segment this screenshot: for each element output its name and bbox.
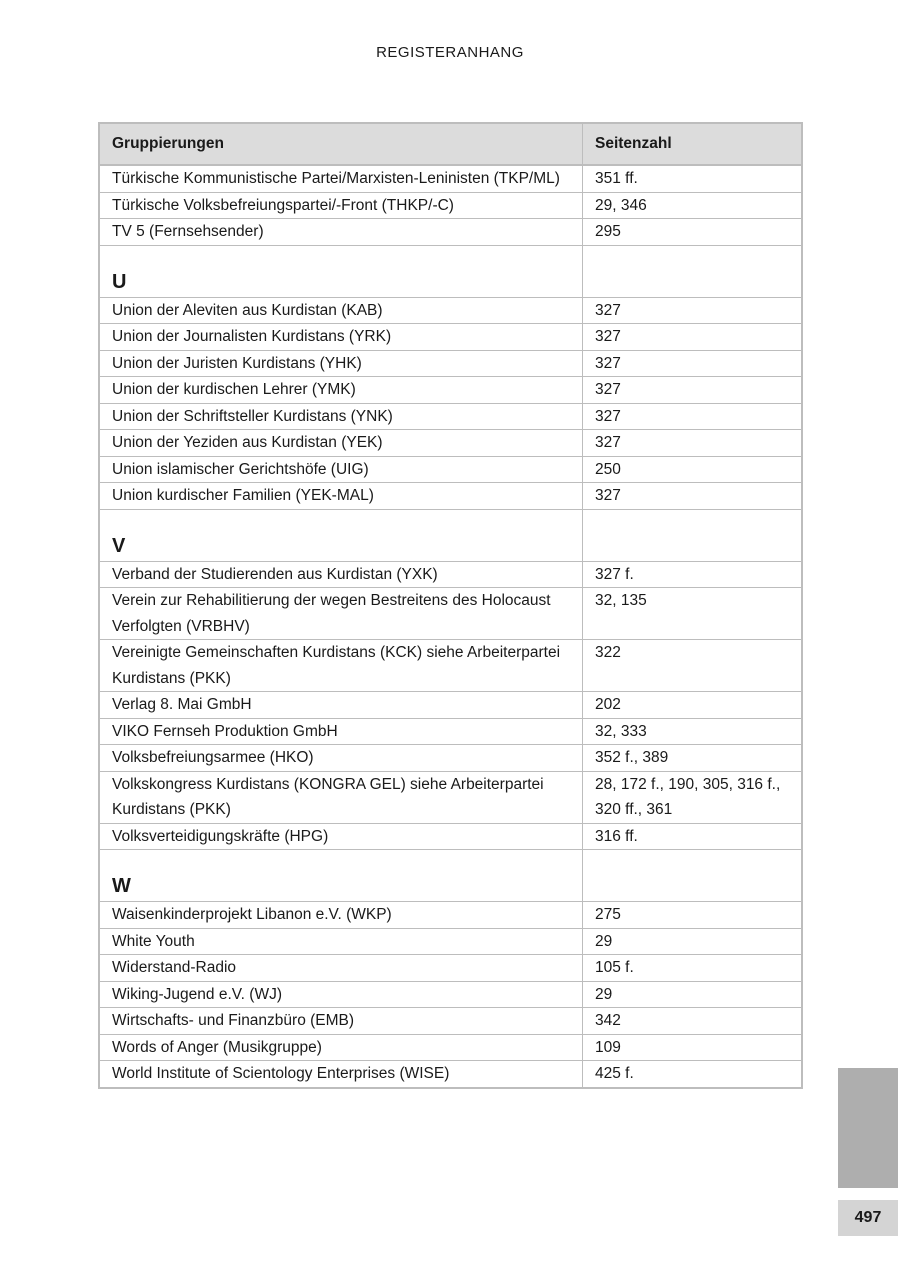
section-letter-row bbox=[99, 245, 802, 297]
page-references: 295 bbox=[583, 219, 803, 246]
group-name: White Youth bbox=[99, 928, 583, 955]
group-name: Vereinigte Gemeinschaften Kurdistans (KCK) siehe Arbeiterpartei Kurdistans (PKK) bbox=[99, 640, 583, 692]
empty-cell bbox=[583, 245, 803, 297]
table-row bbox=[99, 403, 802, 430]
section-letter: V bbox=[99, 509, 583, 561]
group-name: TV 5 (Fernsehsender) bbox=[99, 219, 583, 246]
group-name: Union der Journalisten Kurdistans (YRK) bbox=[99, 324, 583, 351]
section-letter: W bbox=[99, 850, 583, 902]
page-references: 275 bbox=[583, 902, 803, 929]
group-name: Waisenkinderprojekt Libanon e.V. (WKP) bbox=[99, 902, 583, 929]
table-row bbox=[99, 692, 802, 719]
page-references: 316 ff. bbox=[583, 823, 803, 850]
table-row bbox=[99, 377, 802, 404]
page-references: 327 bbox=[583, 430, 803, 457]
table-row bbox=[99, 324, 802, 351]
group-name: VIKO Fernseh Produktion GmbH bbox=[99, 718, 583, 745]
table-row bbox=[99, 1034, 802, 1061]
group-name: Union islamischer Gerichtshöfe (UIG) bbox=[99, 456, 583, 483]
page-references: 327 bbox=[583, 350, 803, 377]
page-number: 497 bbox=[838, 1200, 898, 1236]
page-references: 327 bbox=[583, 297, 803, 324]
group-name: Wiking-Jugend e.V. (WJ) bbox=[99, 981, 583, 1008]
table-row bbox=[99, 297, 802, 324]
page-references: 109 bbox=[583, 1034, 803, 1061]
table-row bbox=[99, 745, 802, 772]
table-row bbox=[99, 561, 802, 588]
section-letter-row bbox=[99, 850, 802, 902]
group-name: World Institute of Scientology Enterprises (WISE) bbox=[99, 1061, 583, 1088]
table-row bbox=[99, 640, 802, 692]
running-head: REGISTERANHANG bbox=[376, 44, 524, 61]
page-references: 352 f., 389 bbox=[583, 745, 803, 772]
page-references: 327 bbox=[583, 377, 803, 404]
page-references: 32, 333 bbox=[583, 718, 803, 745]
page-references: 425 f. bbox=[583, 1061, 803, 1088]
page-references: 327 bbox=[583, 403, 803, 430]
group-name: Widerstand-Radio bbox=[99, 955, 583, 982]
table-row bbox=[99, 718, 802, 745]
table-row bbox=[99, 430, 802, 457]
empty-cell bbox=[583, 509, 803, 561]
page-references: 29 bbox=[583, 928, 803, 955]
page-references: 351 ff. bbox=[583, 165, 803, 192]
page-references: 250 bbox=[583, 456, 803, 483]
group-name: Union der kurdischen Lehrer (YMK) bbox=[99, 377, 583, 404]
group-name: Wirtschafts- und Finanzbüro (EMB) bbox=[99, 1008, 583, 1035]
group-name: Union kurdischer Familien (YEK-MAL) bbox=[99, 483, 583, 510]
group-name: Verband der Studierenden aus Kurdistan (YXK) bbox=[99, 561, 583, 588]
table-row bbox=[99, 165, 802, 192]
group-name: Verein zur Rehabilitierung der wegen Bestreitens des Holocaust Verfolgten (VRBHV) bbox=[99, 588, 583, 640]
column-header-pages: Seitenzahl bbox=[583, 123, 803, 165]
group-name: Verlag 8. Mai GmbH bbox=[99, 692, 583, 719]
page-references: 202 bbox=[583, 692, 803, 719]
group-name: Volkskongress Kurdistans (KONGRA GEL) siehe Arbeiterpartei Kurdistans (PKK) bbox=[99, 771, 583, 823]
empty-cell bbox=[583, 850, 803, 902]
group-name: Union der Aleviten aus Kurdistan (KAB) bbox=[99, 297, 583, 324]
table-row bbox=[99, 771, 802, 823]
group-name: Words of Anger (Musikgruppe) bbox=[99, 1034, 583, 1061]
table-body bbox=[99, 165, 802, 1088]
table-row bbox=[99, 902, 802, 929]
table-row bbox=[99, 219, 802, 246]
group-name: Türkische Volksbefreiungspartei/-Front (THKP/-C) bbox=[99, 192, 583, 219]
page-references: 342 bbox=[583, 1008, 803, 1035]
table-header-row bbox=[99, 123, 802, 165]
table-row bbox=[99, 955, 802, 982]
section-letter: U bbox=[99, 245, 583, 297]
table-row bbox=[99, 483, 802, 510]
group-name: Türkische Kommunistische Partei/Marxisten-Leninisten (TKP/ML) bbox=[99, 165, 583, 192]
register-table bbox=[98, 122, 803, 1089]
page-references: 32, 135 bbox=[583, 588, 803, 640]
page-references: 105 f. bbox=[583, 955, 803, 982]
page-references: 322 bbox=[583, 640, 803, 692]
page-references: 29, 346 bbox=[583, 192, 803, 219]
page-references: 29 bbox=[583, 981, 803, 1008]
table-row bbox=[99, 192, 802, 219]
thumb-index-tab bbox=[838, 1068, 898, 1188]
column-header-groups: Gruppierungen bbox=[99, 123, 583, 165]
page-references: 28, 172 f., 190, 305, 316 f., 320 ff., 361 bbox=[583, 771, 803, 823]
group-name: Union der Juristen Kurdistans (YHK) bbox=[99, 350, 583, 377]
group-name: Volksbefreiungsarmee (HKO) bbox=[99, 745, 583, 772]
table-row bbox=[99, 981, 802, 1008]
table-row bbox=[99, 1061, 802, 1088]
group-name: Union der Yeziden aus Kurdistan (YEK) bbox=[99, 430, 583, 457]
table-row bbox=[99, 588, 802, 640]
group-name: Volksverteidigungskräfte (HPG) bbox=[99, 823, 583, 850]
page-references: 327 f. bbox=[583, 561, 803, 588]
group-name: Union der Schriftsteller Kurdistans (YNK) bbox=[99, 403, 583, 430]
table-row bbox=[99, 1008, 802, 1035]
section-letter-row bbox=[99, 509, 802, 561]
page-references: 327 bbox=[583, 324, 803, 351]
page-references: 327 bbox=[583, 483, 803, 510]
table-row bbox=[99, 928, 802, 955]
table-row bbox=[99, 823, 802, 850]
table-row bbox=[99, 350, 802, 377]
table-row bbox=[99, 456, 802, 483]
